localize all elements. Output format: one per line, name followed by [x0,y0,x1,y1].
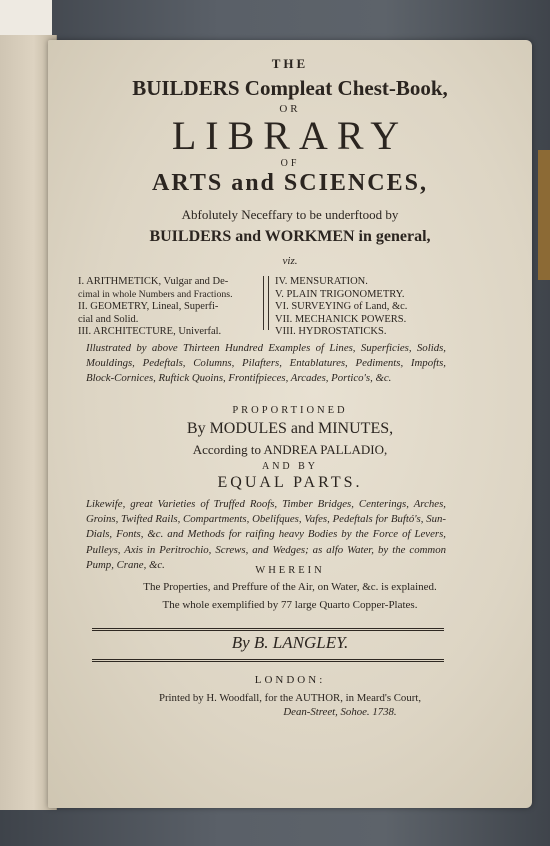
contents-right-column [275,276,445,339]
contents-left-item: II. GEOMETRY, Lineal, Superfi- [78,301,219,312]
contents-right-item: VIII. HYDROSTATICKS. [275,326,387,337]
rule-bottom-inner [92,661,444,662]
rule-top-inner [92,630,444,631]
proportioned-heading: PROPORTIONED [232,405,348,416]
likewise-paragraph: Likewife, great Varieties of Truffed Roofs, Timber Bridges, Centerings, Arches, Groins, Twifted Rails, Compartments, Obelifques, Vafes, Pedeftals for Buftó's, Sun-Dials, Fonts, &c. and Methods for raifing heavy Bodies by the Force of Levers, Pulleys, Axis in Peritrochio, Screws, and Wedges; as alfo Water, by the common Pump, Crane, &c. [86,498,446,571]
contents-right-item: VII. MECHANICK POWERS. [275,313,407,325]
contents-right-item: IV. MENSURATION. [275,276,368,287]
imprint-printed-line2: Dean-Street, Sohoe. 1738. [283,706,397,718]
title-absolutely: Abfolutely Neceffary to be underftood by [181,207,399,222]
adjacent-book-edge [538,150,550,280]
author-line: By B. LANGLEY. [231,633,349,652]
title-builders-line: BUILDERS Compleat Chest-Book, [132,76,448,100]
contents-left-item: cial and Solid. [78,313,139,325]
title-arts-sciences: ARTS and SCIENCES, [152,170,428,196]
properties-line: The Properties, and Preffure of the Air, on Water, &c. is explained. [143,581,437,593]
rule-top-outer [92,628,444,629]
equal-parts-line: EQUAL PARTS. [217,474,363,491]
title-library: LIBRARY [171,113,409,158]
rule-bottom-outer [92,659,444,660]
title-or: OR [279,103,301,115]
palladio-line: According to ANDREA PALLADIO, [192,442,388,457]
title-the: THE [271,56,309,71]
column-rule-left [263,276,264,330]
imprint-printed-line1: Printed by H. Woodfall, for the AUTHOR, in Meard's Court, [158,692,422,704]
contents-left-column [78,276,264,339]
contents-viz: viz. [282,255,298,267]
imprint-london: LONDON: [254,674,326,686]
contents-right-item: VI. SURVEYING of Land, &c. [275,301,408,312]
contents-left-item: III. ARCHITECTURE, Univerfal. [78,326,222,337]
paper-tab [0,0,52,40]
column-rule-right [268,276,269,330]
title-builders-workmen: BUILDERS and WORKMEN in general, [149,228,431,245]
title-of: OF [280,158,300,169]
modules-line: By MODULES and MINUTES, [186,420,394,437]
contents-right-item: V. PLAIN TRIGONOMETRY. [275,288,405,300]
illustrated-paragraph: Illustrated by above Thirteen Hundred Examples of Lines, Superficies, Solids, Mouldings, Pedeftals, Columns, Pilafters, Entablatures, Pediments, Impofts, Block-Cornices, Ruftick Quoins, Frontifpieces, Arcades, Portico's, &c. [86,342,446,385]
contents-left-item: cimal in whole Numbers and Fractions. [78,288,233,300]
and-by-line: AND BY [261,461,319,472]
contents-left-item: I. ARITHMETICK, Vulgar and De- [78,276,229,287]
exemplified-line: The whole exemplified by 77 large Quarto Copper-Plates. [162,599,418,611]
wherein-heading: WHEREIN [255,565,325,576]
